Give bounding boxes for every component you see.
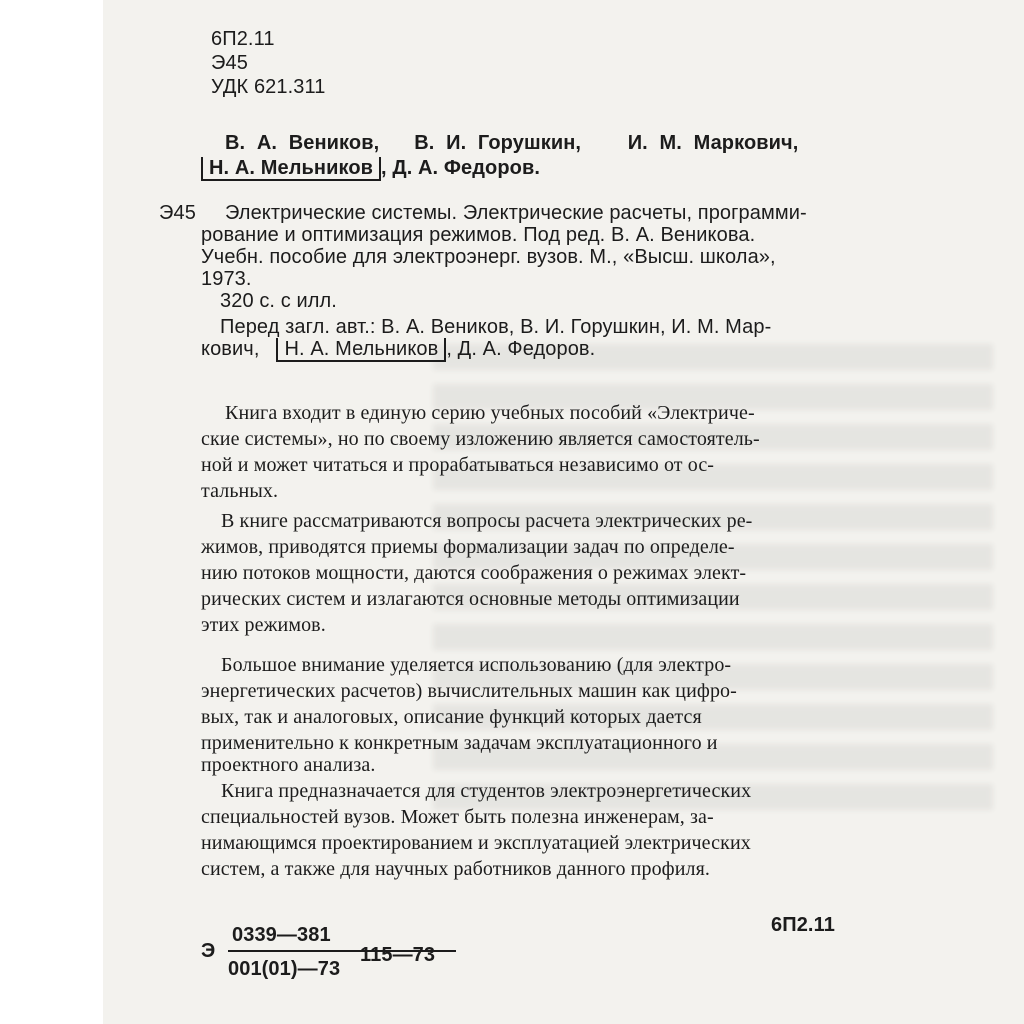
annotation-line: систем, а также для научных работников данного профиля.	[201, 858, 711, 880]
annotation-line: Большое внимание уделяется использованию (для электро-	[221, 654, 732, 676]
annotation-line: специальностей вузов. Может быть полезна инженерам, за-	[201, 806, 714, 828]
catalog-authors-line: кович, Н. А. Мельников , Д. А. Федоров.	[201, 338, 596, 360]
annotation-line: ной и может читаться и прорабатываться независимо от ос-	[201, 454, 715, 476]
author-markovich: И. М. Маркович,	[627, 132, 799, 154]
catalog-pages: 320 с. с илл.	[220, 290, 337, 312]
author-melnikov-memorial-box: Н. А. Мельников	[201, 157, 381, 181]
annotation-line: рических систем и излагаются основные методы оптимизации	[201, 588, 740, 610]
catalog-line: Электрические системы. Электрические расчеты, программи-	[225, 202, 807, 224]
udk-code: УДК 621.311	[211, 76, 326, 98]
catalog-line: Учебн. пособие для электроэнерг. вузов. М., «Высш. школа»,	[201, 246, 776, 268]
authors-line-2	[201, 155, 540, 181]
author-fedorov: , Д. А. Федоров.	[381, 157, 541, 179]
annotation-line: нию потоков мощности, даются соображения о режимах элект-	[201, 562, 747, 584]
footer-denominator: 001(01)—73	[228, 958, 341, 980]
annotation-line: В книге рассматриваются вопросы расчета электрических ре-	[221, 510, 753, 532]
author-mark: Э45	[211, 52, 248, 74]
footer-numerator: 0339—381	[232, 924, 331, 946]
catalog-line: Перед загл. авт.: В. А. Веников, В. И. Горушкин, И. М. Мар-	[220, 316, 772, 338]
annotation-line: энергетических расчетов) вычислительных машин как цифро-	[201, 680, 737, 702]
footer-classification-code: 6П2.11	[771, 914, 835, 936]
annotation-line: ские системы», но по своему изложению является самостоятель-	[201, 428, 760, 450]
book-page	[103, 0, 1024, 1024]
annotation-line: тальных.	[201, 480, 279, 502]
annotation-line: проектного анализа.	[201, 754, 376, 776]
authors-line-1	[225, 130, 798, 156]
author-gorushkin: В. И. Горушкин,	[414, 132, 582, 154]
annotation-line: Книга предназначается для студентов электроэнергетических	[221, 780, 752, 802]
annotation-line: вых, так и аналоговых, описание функций которых дается	[201, 706, 702, 728]
catalog-melnikov-memorial-box: Н. А. Мельников	[276, 338, 446, 362]
author-venikov: В. А. Веников,	[225, 132, 380, 154]
catalog-line: рование и оптимизация режимов. Под ред. В. А. Веникова.	[201, 224, 756, 246]
catalog-mark: Э45	[159, 202, 196, 224]
classification-code: 6П2.11	[211, 28, 275, 50]
catalog-line: 1973.	[201, 268, 252, 290]
footer-suffix: 115—73	[360, 944, 436, 966]
annotation-line: этих режимов.	[201, 614, 326, 636]
footer-letter: Э	[201, 940, 216, 962]
annotation-line: жимов, приводятся приемы формализации задач по определе-	[201, 536, 735, 558]
annotation-line: нимающимся проектированием и эксплуатацией электрических	[201, 832, 751, 854]
annotation-line: Книга входит в единую серию учебных пособий «Электриче-	[225, 402, 755, 424]
annotation-line: применительно к конкретным задачам эксплуатационного и	[201, 732, 718, 754]
